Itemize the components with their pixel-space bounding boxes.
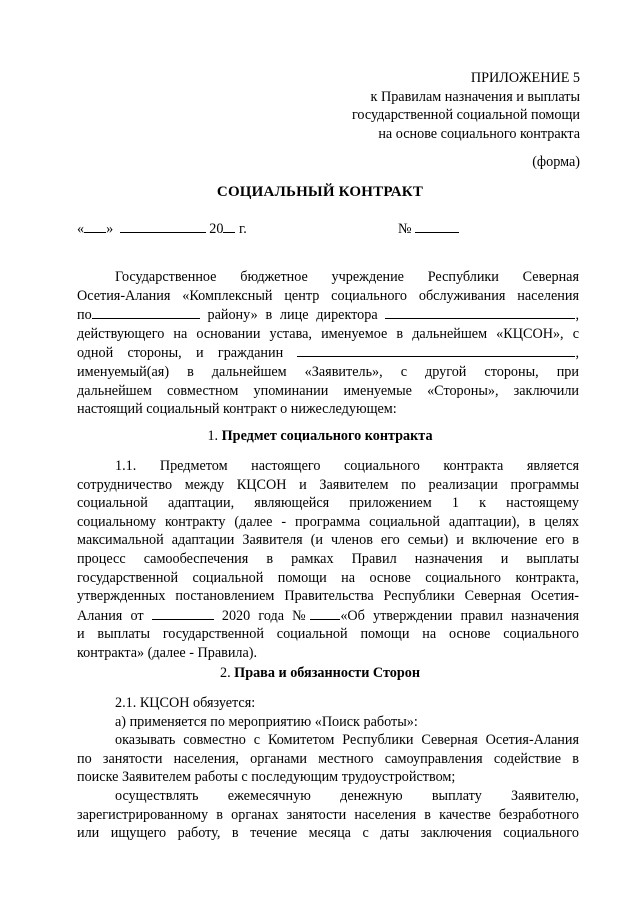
district-blank xyxy=(92,305,200,319)
text-line xyxy=(77,606,579,626)
text-line: контракта» (далее - Правила). xyxy=(77,644,258,661)
text-line: или ищущего работу, в течение месяца с даты заключения социального xyxy=(77,825,579,842)
year-suffix: г. xyxy=(239,221,247,237)
text-line: Государственное бюджетное учреждение Республики Северная xyxy=(115,269,579,285)
appendix-line: на основе социального контракта xyxy=(378,125,580,142)
section-number: 2. xyxy=(219,665,231,681)
day-blank xyxy=(84,219,106,233)
resolution-date-blank xyxy=(152,606,214,620)
text-line: оказывать совместно с Комитетом Республики Северная Осетия-Алания xyxy=(115,732,579,749)
citizen-blank xyxy=(297,343,575,357)
text-line: и выплаты государственной социальной помощи на основе социального xyxy=(77,626,579,643)
text-fragment: «Об утверждении правил назначения xyxy=(340,607,579,624)
text-line: именуемый(ая) в дальнейшем «Заявитель», с другой стороны, при xyxy=(77,363,579,380)
quote-open: « xyxy=(77,221,85,237)
text-fragment: 2020 года № xyxy=(221,607,311,624)
quote-close: » xyxy=(106,221,114,237)
text-line: социальному контракту (далее - программа социальной адаптации), в целях xyxy=(77,513,579,530)
text-fragment: району» в лице директора xyxy=(207,307,378,324)
text-line: зарегистрированному в органах занятости населения в качестве безработного xyxy=(77,806,579,823)
text-line: дальнейшем совместном упоминании именуемые «Стороны», заключили xyxy=(77,382,579,399)
form-label: (форма) xyxy=(532,154,580,170)
appendix-header xyxy=(352,69,580,143)
month-blank xyxy=(120,219,206,233)
text-line: по занятости населения, органами местного самоуправления содействие в xyxy=(77,750,579,767)
section-1-paragraph xyxy=(77,457,579,663)
text-line: социальной адаптации, являющейся приложением 1 к настоящему xyxy=(77,495,579,512)
text-line: Осетия-Алания «Комплексный центр социального обслуживания населения xyxy=(77,287,579,304)
text-line: 2.1. КЦСОН обязуется: xyxy=(115,695,256,711)
text-fragment: Алания от xyxy=(77,607,144,624)
text-line: а) применяется по мероприятию «Поиск работы»: xyxy=(115,713,418,730)
text-fragment: одной стороны, и гражданин xyxy=(77,345,284,362)
text-fragment: по xyxy=(77,307,92,324)
number-blank xyxy=(415,219,459,233)
text-fragment: , xyxy=(575,345,580,362)
text-line: сотрудничество между КЦСОН и Заявителем по реализации программы xyxy=(77,476,579,493)
document-title: СОЦИАЛЬНЫЙ КОНТРАКТ xyxy=(216,184,424,200)
section-title: Права и обязанности Сторон xyxy=(234,665,421,681)
resolution-number-blank xyxy=(310,606,340,620)
year-blank xyxy=(223,219,235,233)
section-heading xyxy=(0,428,640,445)
appendix-number: ПРИЛОЖЕНИЕ 5 xyxy=(470,70,580,86)
text-line: 1.1. Предметом настоящего социального контракта является xyxy=(115,458,579,474)
appendix-line: к Правилам назначения и выплаты xyxy=(370,88,580,105)
director-blank xyxy=(385,305,575,319)
text-line: настоящий социальный контракт о нижеследующем: xyxy=(77,401,397,418)
appendix-line: государственной социальной помощи xyxy=(351,107,580,123)
section-title: Предмет социального контракта xyxy=(221,428,433,444)
number-sign: № xyxy=(398,221,412,237)
text-line: утвержденных постановлением Правительства Республики Северная Осетия- xyxy=(77,588,579,605)
intro-paragraph xyxy=(77,268,579,419)
year-prefix: 20 xyxy=(209,221,224,237)
text-line: процесс самообеспечения в рамках Правил назначения и выплаты xyxy=(77,550,579,567)
text-line xyxy=(77,343,579,363)
section-heading xyxy=(0,665,640,682)
text-line: осуществлять ежемесячную денежную выплату Заявителю, xyxy=(115,787,579,804)
date-field xyxy=(77,219,247,238)
text-line: государственной социальной помощи на основе социального контракта, xyxy=(77,569,579,586)
section-2-paragraph xyxy=(77,694,579,843)
text-line xyxy=(77,305,579,325)
text-fragment: , xyxy=(575,307,579,324)
text-line: максимальной адаптации Заявителя (и членов его семьи) и включение его в xyxy=(77,532,579,549)
section-number: 1. xyxy=(207,428,219,444)
text-line: поиске Заявителем работы с последующим трудоустройством; xyxy=(77,769,456,786)
text-line: действующего на основании устава, именуемое в дальнейшем «КЦСОН», с xyxy=(77,325,579,342)
contract-number-field xyxy=(398,219,459,238)
